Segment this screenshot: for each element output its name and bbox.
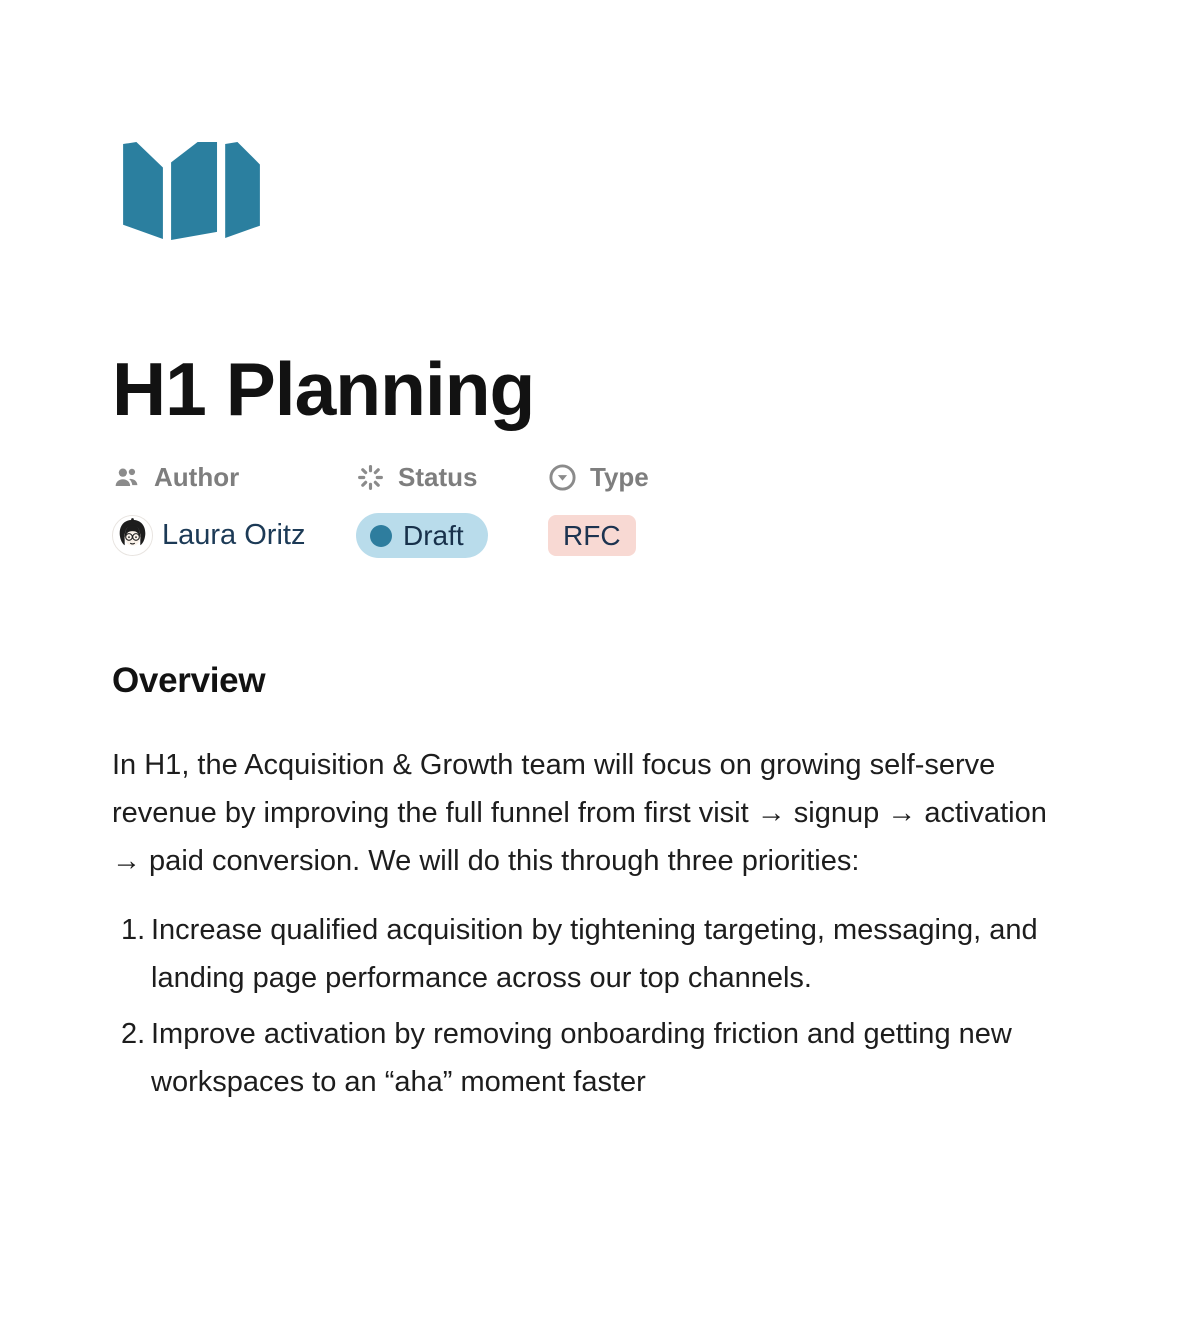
status-badge-label: Draft (403, 519, 464, 551)
properties-panel (112, 462, 1057, 558)
property-status[interactable] (356, 462, 548, 497)
status-badge[interactable] (356, 513, 488, 558)
spinner-icon (356, 463, 385, 492)
type-badge-label: RFC (563, 519, 621, 551)
list-item-text: Increase qualified acquisition by tightening targeting, messaging, and landing page performance across our top channels. (151, 914, 1038, 994)
property-type[interactable] (548, 462, 649, 497)
property-label-type: Type (590, 462, 649, 492)
select-circle-icon (548, 463, 577, 492)
property-labels-row (112, 462, 1057, 497)
type-badge[interactable] (548, 515, 636, 556)
list-item-number: 1. (121, 914, 146, 946)
list-item[interactable] (112, 1010, 1057, 1106)
section-heading-overview[interactable]: Overview (112, 661, 266, 700)
people-icon (112, 463, 141, 492)
avatar (112, 515, 153, 556)
property-author[interactable] (112, 462, 356, 497)
document-page (112, 142, 1057, 1106)
map-icon[interactable] (123, 142, 260, 240)
property-label-status: Status (398, 462, 478, 492)
status-dot (370, 525, 392, 547)
page-title[interactable]: H1 Planning (112, 347, 535, 431)
property-label-author: Author (154, 462, 240, 492)
priorities-list (112, 906, 1057, 1106)
author-value[interactable] (112, 515, 305, 556)
list-item-text: Improve activation by removing onboarding friction and getting new workspaces to an “aha” moment faster (151, 1018, 1012, 1098)
list-item[interactable] (112, 906, 1057, 1002)
property-values-row (112, 513, 1057, 558)
author-name: Laura Oritz (162, 519, 306, 551)
overview-paragraph[interactable]: In H1, the Acquisition & Growth team will focus on growing self-serve revenue by improving the full funnel from first visit → signup → activation → paid conversion. We will do this through three priorities: (112, 749, 1047, 877)
list-item-number: 2. (121, 1018, 146, 1050)
